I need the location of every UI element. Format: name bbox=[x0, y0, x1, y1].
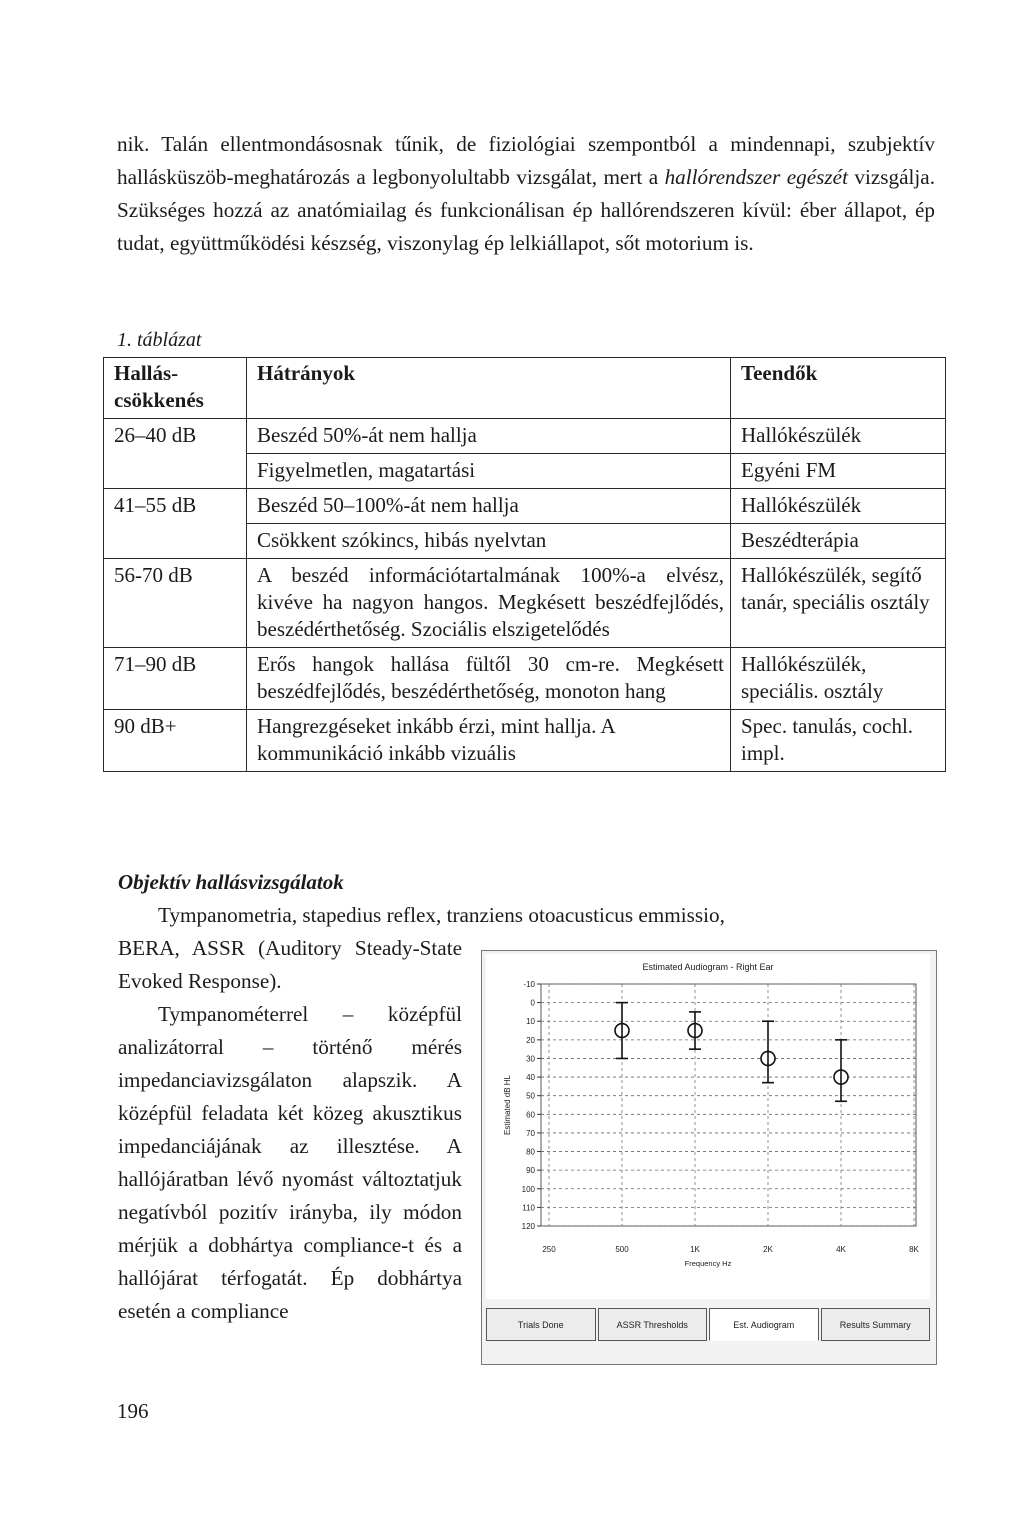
tab-label: ASSR Thresholds bbox=[616, 1319, 688, 1330]
y-tick-label: 120 bbox=[521, 1222, 535, 1231]
table-row bbox=[104, 710, 946, 772]
cell-issue bbox=[247, 559, 731, 648]
tab-label: Results Summary bbox=[839, 1319, 911, 1330]
objective-paragraph-1: BERA, ASSR (Auditory Steady-State Evoked Response). bbox=[118, 936, 462, 993]
page-number: 196 bbox=[117, 1399, 149, 1423]
intro-italic: hallórendszer egészét bbox=[664, 165, 848, 189]
x-tick-label: 8K bbox=[909, 1245, 919, 1254]
cell-level: 90 dB+ bbox=[104, 710, 247, 772]
cell-issue: Csökkent szókincs, hibás nyelvtan bbox=[247, 524, 731, 559]
table-row bbox=[104, 489, 946, 524]
y-tick-label: 110 bbox=[522, 1203, 535, 1213]
y-tick-label: -10 bbox=[523, 980, 535, 989]
x-tick-label: 1K bbox=[690, 1245, 700, 1254]
cell-todo: Spec. tanulás, cochl. impl. bbox=[731, 710, 946, 772]
cell-level: 26–40 dB bbox=[104, 419, 247, 489]
x-tick-label: 250 bbox=[542, 1245, 556, 1254]
cell-level: 41–55 dB bbox=[104, 489, 247, 559]
y-tick-label: 80 bbox=[526, 1147, 535, 1157]
x-tick-label: 2K bbox=[763, 1245, 773, 1254]
tab-label: Est. Audiogram bbox=[733, 1319, 795, 1330]
y-tick-label: 100 bbox=[521, 1184, 535, 1194]
y-tick-label: 40 bbox=[526, 1073, 535, 1083]
objective-column-text bbox=[118, 932, 462, 1328]
objective-paragraph-2: Tympanométerrel – középfül analizátorral – történő mérés impedanciavizsgálaton alapszik. A középfül feladata két közeg akusztikus impedanciájának az illesztése. A hallójáratban lévő nyomást változtatjuk negatívból pozitív irányba, ily módon mérjük a dobhártya compliance-t és a hallójárat térfogatát. Ép dobhártya esetén a compliance bbox=[118, 1002, 462, 1323]
x-axis-label: Frequency Hz bbox=[684, 1259, 732, 1268]
y-tick-label: 0 bbox=[530, 998, 535, 1008]
cell-issue: Beszéd 50–100%-át nem hallja bbox=[247, 489, 731, 524]
cell-issue bbox=[247, 648, 731, 710]
section-heading: Objektív hallásvizsgálatok bbox=[118, 870, 344, 894]
cell-issue-text: A beszéd információtartalmának 100%-a elvész, kivéve ha nagyon hangos. Megkésett beszédfejlődés, beszédérthetőség. Szociális elszigetelődés bbox=[257, 563, 724, 641]
header-level: Hallás- csökkenés bbox=[104, 358, 247, 419]
chart-title: Estimated Audiogram - Right Ear bbox=[642, 962, 774, 972]
cell-level: 56-70 dB bbox=[104, 559, 247, 648]
audiogram-tabs bbox=[486, 1308, 930, 1341]
table-header-row bbox=[104, 358, 946, 419]
table-row bbox=[104, 559, 946, 648]
header-issues: Hátrányok bbox=[247, 358, 731, 419]
cell-todo: Hallókészülék bbox=[731, 489, 946, 524]
y-tick-label: 90 bbox=[526, 1166, 535, 1176]
x-tick-label: 4K bbox=[836, 1245, 846, 1254]
y-tick-label: 50 bbox=[526, 1091, 535, 1101]
hearing-loss-table bbox=[103, 357, 946, 772]
cell-issue-text: Erős hangok hallása fültől 30 cm-re. Megkésett beszédfejlődés, beszédérthetőség, monoton hang bbox=[257, 652, 724, 703]
cell-issue: Beszéd 50%-át nem hallja bbox=[247, 419, 731, 454]
y-tick-label: 20 bbox=[526, 1035, 535, 1045]
intro-text-2: vizsgálja. Szükséges hozzá az anatómiailag és funkcionálisan ép hallórendszeren kívül: éber állapot, ép tudat, együttműködési készség, viszonylag ép lelkiállapot, sőt motorium is. bbox=[117, 165, 935, 255]
cell-issue: Hangrezgéseket inkább érzi, mint hallja. A kommunikáció inkább vizuális bbox=[247, 710, 731, 772]
table-row bbox=[104, 648, 946, 710]
x-tick-label: 500 bbox=[615, 1245, 629, 1254]
cell-todo: Beszédterápia bbox=[731, 524, 946, 559]
objective-first-line: Tympanometria, stapedius reflex, tranziens otoacusticus emmissio, bbox=[158, 903, 725, 927]
cell-todo: Hallókészülék, segítő tanár, speciális osztály bbox=[731, 559, 946, 648]
cell-todo: Hallókészülék bbox=[731, 419, 946, 454]
cell-issue: Figyelmetlen, magatartási bbox=[247, 454, 731, 489]
audiogram-chart bbox=[486, 954, 930, 1299]
audiogram-panel bbox=[481, 950, 937, 1365]
cell-level: 71–90 dB bbox=[104, 648, 247, 710]
tab-trials-done[interactable] bbox=[486, 1308, 596, 1341]
y-tick-label: 10 bbox=[526, 1017, 535, 1027]
tab-results-summary[interactable] bbox=[821, 1308, 931, 1341]
y-tick-label: 60 bbox=[526, 1110, 535, 1120]
audiogram-plot-area bbox=[486, 954, 930, 1299]
cell-todo: Hallókészülék, speciális. osztály bbox=[731, 648, 946, 710]
intro-text-1: nik. Talán ellentmondásosnak tűnik, de fiziológiai szempontból a mindennapi, szubjektív hallásküszöb-meghatározás a legbonyolultabb vizsgálat, mert a bbox=[117, 132, 935, 189]
table-row bbox=[104, 419, 946, 454]
y-tick-label: 70 bbox=[526, 1128, 535, 1138]
plot-frame bbox=[541, 984, 916, 1226]
y-tick-label: 30 bbox=[526, 1054, 535, 1064]
tab-est-audiogram[interactable] bbox=[709, 1308, 819, 1341]
header-todo: Teendők bbox=[731, 358, 946, 419]
table-caption: 1. táblázat bbox=[117, 329, 202, 351]
intro-paragraph bbox=[117, 128, 935, 260]
cell-todo: Egyéni FM bbox=[731, 454, 946, 489]
tab-label: Trials Done bbox=[517, 1319, 564, 1330]
tab-assr-thresholds[interactable] bbox=[598, 1308, 708, 1341]
y-axis-label: Estimated dB HL bbox=[503, 1074, 512, 1136]
